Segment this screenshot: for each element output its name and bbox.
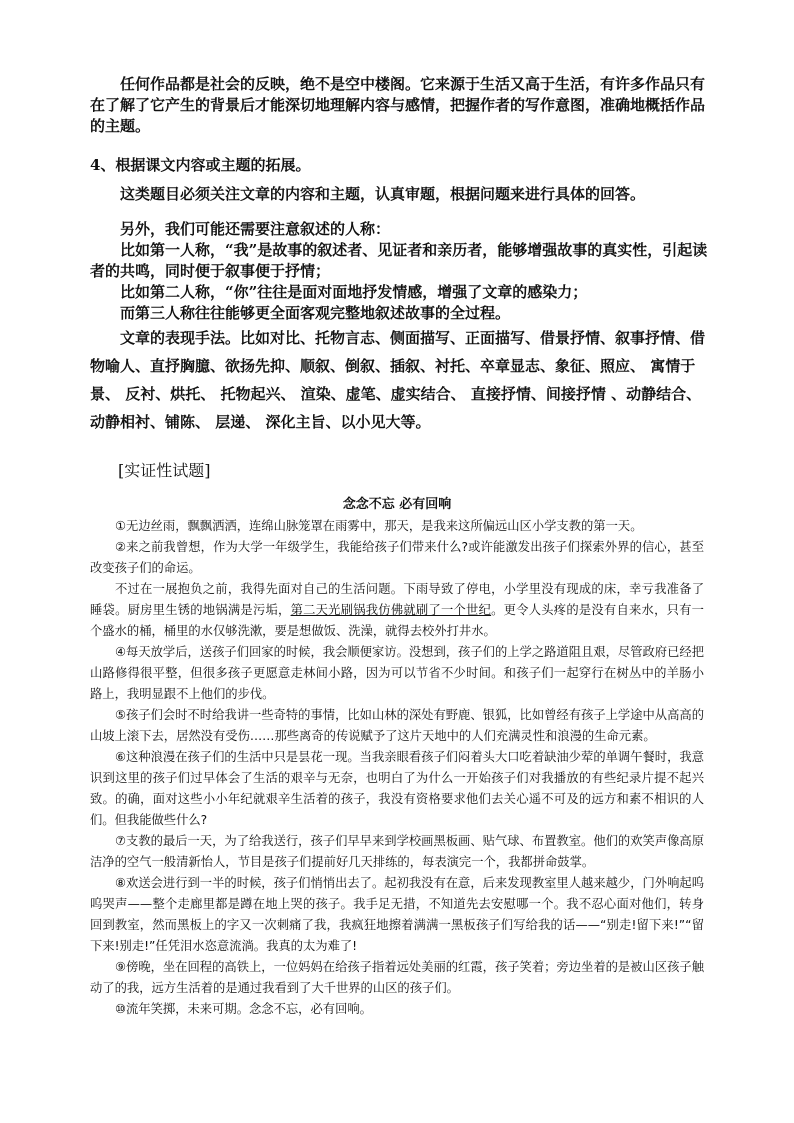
intro-block <box>90 74 715 137</box>
passage-paragraph-7: ⑦支教的最后一天，为了给我送行，孩子们早早来到学校画黑板画、贴气球、布置教室。他们的欢笑声像高原洁净的空气一般清新怡人，节目是孩子们提前好几天排练的，每表演完一个，我都拼命鼓掌。 <box>90 834 704 869</box>
passage-paragraph-1: ①无边丝雨，飘飘洒洒，连绵山脉笼罩在雨雾中，那天，是我来这所偏远山区小学支教的第一天。 <box>115 519 643 533</box>
passage-paragraph-5: ⑤孩子们会时不时给我讲一些奇特的事情，比如山林的深处有野鹿、银狐，比如曾经有孩子上学途中从高高的山坡上滚下去，居然没有受伤……那些离奇的传说赋予了这片天地中的人们充满灵性和浪漫的生命元素。 <box>90 708 704 743</box>
section-4-paragraph-5: 而第三人称往往能够更全面客观完整地叙述故事的全过程。 <box>120 304 511 322</box>
intro-paragraph: 任何作品都是社会的反映，绝不是空中楼阁。它来源于生活又高于生活，有许多作品只有在了解了它产生的背景后才能深切地理解内容与感情，把握作者的写作意图，准确地概括作品的主题。 <box>90 75 706 135</box>
reading-passage <box>90 496 704 1020</box>
passage-paragraph-3-start: 不过在一展抱负之前，我得先面对自己的生活问题。下雨导致了停电，小学里没有现成的床，幸亏我准备了睡袋。厨房里生锈的地锅满是污垢， <box>90 582 704 617</box>
passage-paragraph-2: ②来之前我曾想，作为大学一年级学生，我能给孩子们带来什么?或许能激发出孩子们探索外界的信心，甚至改变孩子们的命运。 <box>90 540 704 575</box>
passage-paragraph-6: ⑥这种浪漫在孩子们的生活中只是昙花一现。当我亲眼看孩子们闷着头大口吃着缺油少荤的单调午餐时，我意识到这里的孩子们过早体会了生活的艰辛与无奈，也明白了为什么一开始孩子们对我播放的有些纪录片提不起兴致。的确，面对这些小小年纪就艰辛生活着的孩子，我没有资格要求他们去关心遥不可及的远方和素不相识的人们。但我能做些什么? <box>90 750 704 827</box>
section-4-paragraph-4: 比如第二人称，“你”往往是面对面地抒发情感，增强了文章的感染力； <box>120 283 588 301</box>
passage-paragraph-9: ⑨傍晚，坐在回程的高铁上，一位妈妈在给孩子指着远处美丽的红霞，孩子笑着；旁边坐着的是被山区孩子触动了的我，远方生活着的是通过我看到了大千世界的山区的孩子们。 <box>90 960 704 995</box>
passage-paragraph-10: ⑩流年笑掷，未来可期。念念不忘，必有回响。 <box>115 1002 372 1016</box>
passage-paragraph-3 <box>90 579 704 642</box>
section-4-title: 4、根据课文内容或主题的拓展。 <box>90 156 311 174</box>
section-4-techniques: 文章的表现手法。比如对比、托物言志、侧面描写、正面描写、借景抒情、叙事抒情、借物喻人、直抒胸臆、欲扬先抑、顺叙、倒叙、插叙、衬托、卒章显志、象征、照应、 寓情于景、 反衬、烘托、 托物起兴、 渲染、虚笔、虚实结合、 直接抒情、间接抒情 、动静结合、 动静相衬、铺陈、 层递、 深化主旨、以小见大等。 <box>90 329 706 431</box>
section-4-paragraph-3: 比如第一人称，“我”是故事的叙述者、见证者和亲历者，能够增强故事的真实性，引起读者的共鸣，同时便于叙事便于抒情； <box>90 241 708 280</box>
exercise-heading: [实证性试题] <box>118 461 211 480</box>
section-4-paragraph-2: 另外，我们可能还需要注意叙述的人称： <box>120 220 391 238</box>
section-4 <box>90 155 715 436</box>
passage-paragraph-3-end: 。更令人头疼的是没有自来水，只有一个盛水的桶，桶里的水仅够洗漱，要是想做饭、洗澡，就得去校外打井水。 <box>90 603 704 638</box>
passage-title: 念念不忘 必有回响 <box>342 497 452 512</box>
passage-paragraph-8: ⑧欢送会进行到一半的时候，孩子们悄悄出去了。起初我没有在意，后来发现教室里人越来越少，门外响起呜呜哭声——整个走廊里都是蹲在地上哭的孩子。我手足无措，不知道先去安慰哪一个。我不忍心面对他们，转身回到教室，然而黑板上的字又一次刺痛了我，我疯狂地擦着满满一黑板孩子们写给我的话——“别走!留下来!”“留下来!别走!”任凭泪水恣意流淌。我真的太为难了! <box>90 876 704 953</box>
underlined-sentence: 第二天光刷锅我仿佛就刷了一个世纪 <box>290 603 492 617</box>
passage-paragraph-4: ④每天放学后，送孩子们回家的时候，我会顺便家访。没想到，孩子们的上学之路道阻且艰，尽管政府已经把山路修得很平整，但很多孩子更愿意走林间小路，因为可以节省不少时间。和孩子们一起穿行在树丛中的羊肠小路上，我明显跟不上他们的步伐。 <box>90 645 704 701</box>
section-4-paragraph-1: 这类题目必须关注文章的内容和主题，认真审题，根据问题来进行具体的回答。 <box>120 185 646 203</box>
